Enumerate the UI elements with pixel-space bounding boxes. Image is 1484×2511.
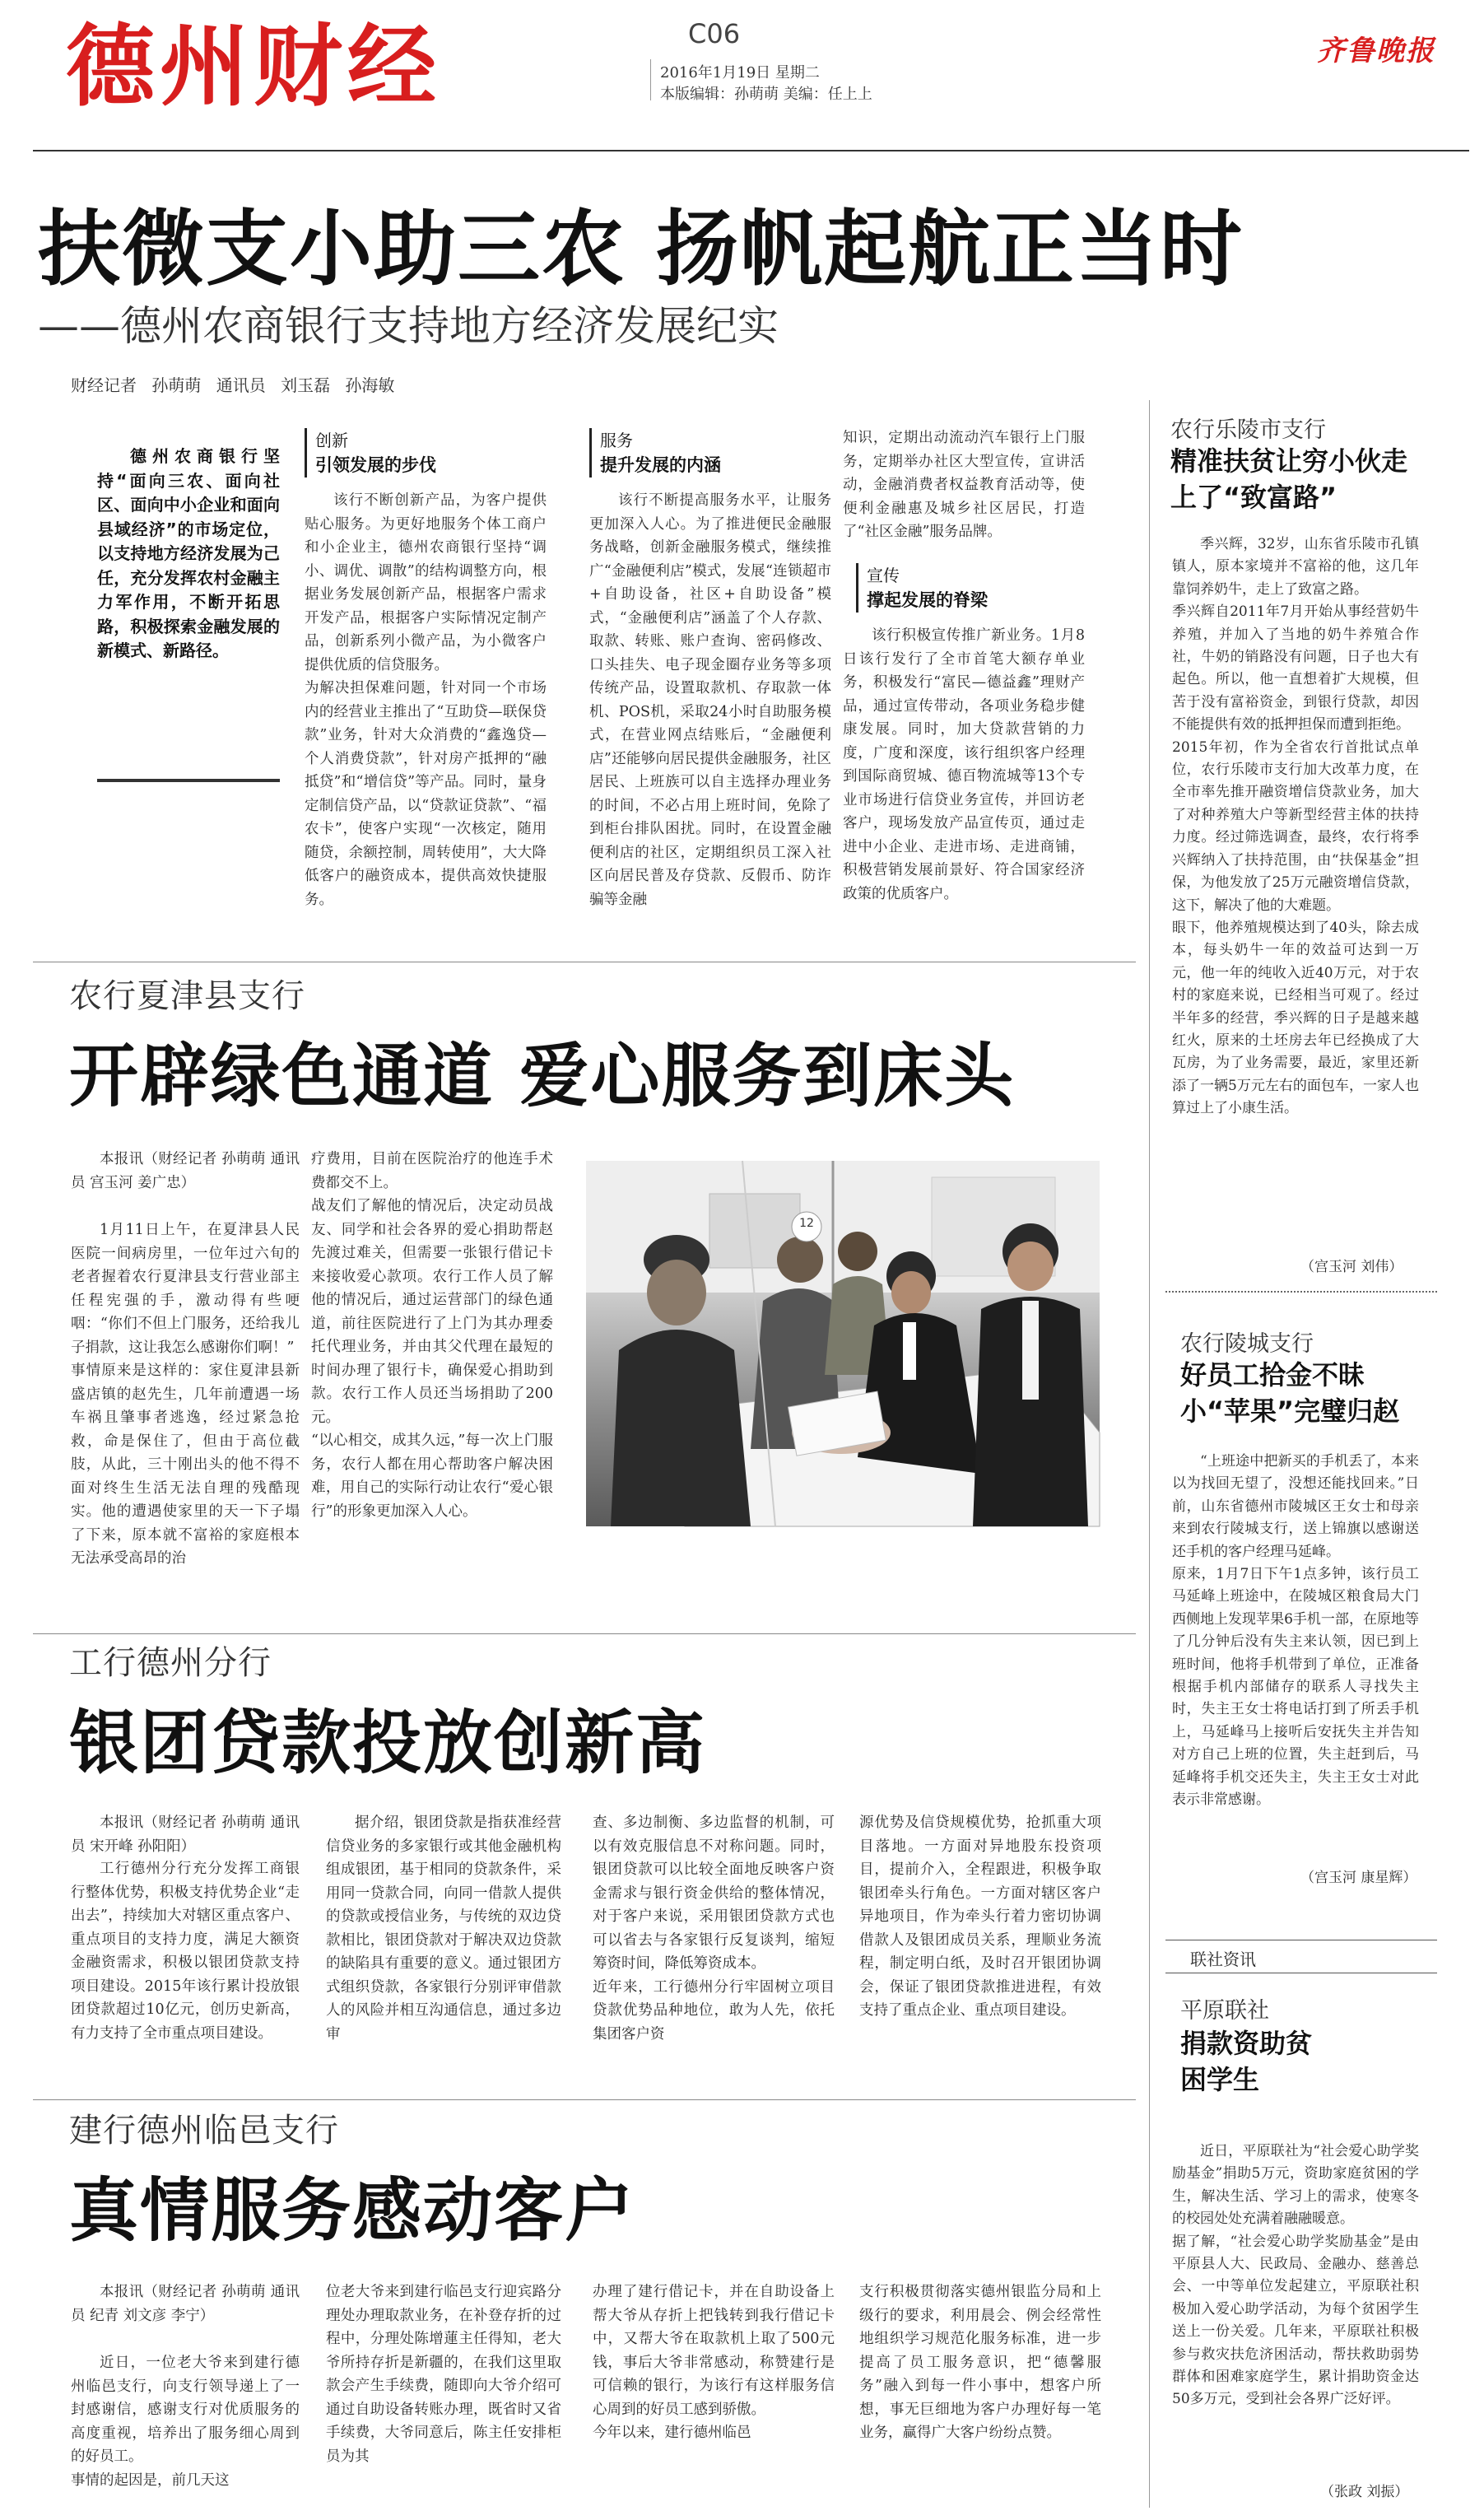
lead-headline: 扶微支小助三农 扬帆起航正当时 bbox=[38, 201, 1244, 297]
ccb-col-1: 近日，一位老大爷来到建行德州临邑支行，向支行领导递上了一封感谢信，感谢支行对优质服务的高度重视，培养出了服务细心周到的好员工。 事情的起因是，前几天这 bbox=[71, 2355, 300, 2489]
icbc-byline: 本报讯（财经记者 孙萌萌 通讯员 宋开峰 孙阳阳） bbox=[71, 1815, 300, 1855]
lead-col-3b: 该行积极宣传推广新业务。1月8日该行发行了全市首笔大额存单业务，积极发行“富民—德益鑫”理财产品，通过宣传带动，各项业务稳步健康发展。同时，加大贷款营销的力度，广度和深度，该行组织客户经理到国际商贸城、德百物流城等13个专业市场进行信贷业务宣传，并回访老客户，现场发放产品宣传页，通过走进中小企业、走进市场、走进商铺，积极营销发展前景好、符合国家经济政策的优质客户。 bbox=[843, 627, 1085, 902]
lead-intro-box bbox=[97, 445, 280, 782]
masthead-date: 2016年1月19日 星期二 bbox=[660, 64, 820, 82]
icbc-col-2: 据介绍，银团贷款是指获准经营信贷业务的多家银行或其他金融机构组成银团，基于相同的贷款条件，采用同一贷款合同，向同一借款人提供的贷款或授信业务，与传统的双边贷款相比，银团贷款对于解决双边贷款的缺陷具有重要的意义。通过银团方式组织贷款，各家银行分别评审借款人的风险并相互沟通信息，通过多边审 bbox=[326, 1815, 561, 2043]
section-publicity-title: 撑起发展的脊梁 bbox=[867, 590, 988, 610]
section-publicity bbox=[856, 563, 1056, 613]
section-service-title: 提升发展的内涵 bbox=[600, 455, 721, 475]
left-block-rule-2 bbox=[33, 1633, 1136, 1634]
ccb-col-2: 位老大爷来到建行临邑支行迎宾路分理处办理取款业务，在补登存折的过程中，分理处陈增蓮主任得知，老大爷所持存折是新疆的，在我们这里取款会产生手续费，随即向大爷介绍可通过自助设备转账办理，既省时又省手续费，大爷同意后，陈主任安排柜员为其 bbox=[326, 2284, 561, 2465]
photo-scene bbox=[586, 1161, 1100, 1526]
ccb-headline: 真情服务感动客户 bbox=[69, 2170, 636, 2251]
ccb-kicker: 建行德州临邑支行 bbox=[69, 2112, 339, 2150]
lingcheng-headline: 好员工拾金不昧小“苹果”完璧归赵 bbox=[1180, 1359, 1400, 1427]
leling-body: 季兴辉，32岁，山东省乐陵市孔镇镇人，原本家境并不富裕的他，这几年靠饲养奶牛，走上了致富之路。 季兴辉自2011年7月开始从事经营奶牛养殖，并加入了当地的奶牛养殖合作社，牛奶的销路没有问题，日子也大有起色。所以，他一直想着扩大规模，但苦于没有富裕资金，到银行贷款，却因不能提供有效的抵押担保而遭到拒绝。 2015年初，作为全省农行首批试点单位，农行乐陵市支行加大改革力度，在全市率先推开融资增信贷款业务，加大了对种养殖大户等新型经营主体的扶持力度。经过筛选调查，最终，农行将季兴辉纳入了扶持范围，由“扶保基金”担保，为他发放了25万元融资增信贷款，这下，解决了他的大难题。 眼下，他养殖规模达到了40头，除去成本，每头奶牛一年的效益可达到一万元，他一年的纯收入近40万元，对于农村的家庭来说，已经相当可观了。经过半年多的经营，季兴辉的日子是越来越红火，原来的土坯房去年已经换成了大瓦房，为了业务需要，最近，家里还新添了一辆5万元左右的面包车，一家人也算过上了小康生活。 bbox=[1172, 536, 1419, 1117]
xiajin-headline: 开辟绿色通道 爱心服务到床头 bbox=[69, 1036, 1016, 1116]
leling-headline: 精准扶贫让穷小伙走上了“致富路” bbox=[1170, 445, 1408, 513]
section-service bbox=[589, 428, 789, 478]
lingcheng-kicker: 农行陵城支行 bbox=[1180, 1331, 1314, 1357]
pingyuan-sign: （张政 刘振） bbox=[1320, 2484, 1409, 2500]
section-innovation-tag: 创新 bbox=[315, 431, 348, 450]
masthead-editors: 本版编辑：孙萌萌 美编：任上上 bbox=[660, 86, 872, 103]
pingyuan-kicker: 平原联社 bbox=[1180, 1998, 1269, 2024]
section-service-tag: 服务 bbox=[600, 431, 633, 450]
left-block-rule-3 bbox=[33, 2099, 1136, 2100]
right-column-divider bbox=[1149, 400, 1150, 2508]
section-innovation bbox=[305, 428, 505, 478]
masthead-title: 德州财经 bbox=[66, 16, 442, 119]
xiajin-col-2: 疗费用，目前在医院治疗的他连手术费都交不上。 战友们了解他的情况后，决定动员战友、同学和社会各界的爱心捐助帮赵先渡过难关，但需要一张银行借记卡来接收爱心款项。农行工作人员了解他的情况后，通过运营部门的绿色通道，前往医院进行了上门为其办理委托代理业务，并由其父代理在最短的时间办理了银行卡，确保爱心捐助到款。农行工作人员还当场捐助了200元。 “以心相交，成其久远，”每一次上门服务，农行人都在用心帮助客户解决困难，用自己的实际行动让农行“爱心银行”的形象更加深入人心。 bbox=[311, 1151, 553, 1520]
photo-label: 12 bbox=[799, 1217, 814, 1230]
column-tag: 联社资讯 bbox=[1190, 1950, 1256, 1969]
pingyuan-headline: 捐款资助贫困学生 bbox=[1180, 2028, 1313, 2095]
xiajin-byline: 本报讯（财经记者 孙萌萌 通讯员 宫玉河 姜广忠） bbox=[71, 1151, 300, 1191]
lingcheng-body: “上班途中把新买的手机丢了，本来以为找回无望了，没想还能找回来。”日前，山东省德州市陵城区王女士和母亲来到农行陵城支行，送上锦旗以感谢送还手机的客户经理马延峰。 原来，1月7日下午1点多钟，该行员工马延峰上班途中，在陵城区粮食局大门西侧地上发现苹果6手机一部，在原地等了几分钟后没有失主来认领，因已到上班时间，他将手机带到了单位，正准备根据手机内部储存的联系人寻找失主时，失主王女士将电话打到了所丢手机上，马延峰马上接听后安抚失主并告知对方自己上班的位置，失主赶到后，马延峰将手机交还失主，失主王女士对此表示非常感谢。 bbox=[1172, 1453, 1419, 1809]
section-publicity-tag: 宣传 bbox=[867, 566, 900, 585]
lingcheng-sign: （宫玉河 康星辉） bbox=[1300, 1870, 1417, 1886]
pingyuan-body: 近日，平原联社为“社会爱心助学奖励基金”捐助5万元，资助家庭贫困的学生，解决生活、学习上的需求，使寒冬的校园处处充满着融融暖意。 据了解，“社会爱心助学奖励基金”是由平原县人大、民政局、金融办、慈善总会、一中等单位发起建立，平原联社积极加入爱心助学活动，为每个贫困学生送上一份关爱。几年来，平原联社积极参与救灾扶危济困活动，帮扶救助弱势群体和困难家庭学生，累计捐助资金达50多万元，受到社会各界广泛好评。 bbox=[1172, 2143, 1419, 2408]
xiajin-kicker: 农行夏津县支行 bbox=[69, 977, 305, 1015]
leling-kicker: 农行乐陵市支行 bbox=[1170, 417, 1326, 443]
right-dotrule-1 bbox=[1165, 1291, 1437, 1293]
xiajin-col-1: 1月11日上午，在夏津县人民医院一间病房里，一位年过六旬的老者握着农行夏津县支行营业部主任程宪强的手，激动得有些哽咽：“你们不但上门服务，还给我儿子捐款，这让我怎么感谢你们啊！” 事情原来是这样的：家住夏津县新盛店镇的赵先生，几年前遭遇一场车祸且肇事者逃逸，经过紧急抢救，命是保住了，但由于高位截肢，从此，三十刚出头的他不得不面对终生生活无法自理的残酷现实。他的遭遇使家里的天一下子塌了下来，原本就不富裕的家庭根本无法承受高昂的治 bbox=[71, 1222, 300, 1567]
icbc-col-1: 工行德州分行充分发挥工商银行整体优势，积极支持优势企业“走出去”，持续加大对辖区重点客户、重点项目的支持力度，满足大额资金融资需求，积极以银团贷款支持项目建设。2015年该行累计投放银团贷款超过10亿元，创历史新高，有力支持了全市重点项目建设。 bbox=[71, 1861, 300, 2042]
xiajin-photo bbox=[586, 1161, 1100, 1526]
icbc-kicker: 工行德州分行 bbox=[69, 1644, 272, 1682]
masthead-divider bbox=[650, 59, 651, 100]
paper-logo: 齐鲁晚报 bbox=[1317, 35, 1435, 68]
lead-subtitle: ——德州农商银行支持地方经济发展纪实 bbox=[38, 302, 779, 350]
page-number: C06 bbox=[688, 18, 741, 49]
ccb-col-4: 支行积极贯彻落实德州银监分局和上级行的要求，利用晨会、例会经常性地组织学习规范化服务标准，进一步提高了员工服务意识，把“德馨服务”融入到每一件小事中，想客户所想，事无巨细地为客户办理好每一笔业务，赢得广大客户纷纷点赞。 bbox=[859, 2284, 1101, 2441]
ccb-col-3: 办理了建行借记卡，并在自助设备上帮大爷从存折上把钱转到我行借记卡中，又帮大爷在取款机上取了500元钱，事后大爷非常感动，称赞建行是可信赖的银行，为该行有这样服务信心周到的好员工感到骄傲。 今年以来，建行德州临邑 bbox=[593, 2284, 835, 2441]
icbc-col-3: 查、多边制衡、多边监督的机制，可以有效克服信息不对称问题。同时，银团贷款可以比较全面地反映客户资金需求与银行资金供给的整体情况，对于客户来说，采用银团贷款方式也可以省去与各家银行反复谈判，缩短筹资时间，降低筹资成本。 近年来，工行德州分行牢固树立项目贷款优势品种地位，敢为人先，依托集团客户资 bbox=[593, 1815, 835, 2043]
icbc-col-4: 源优势及信贷规模优势，抢抓重大项目落地。一方面对异地股东投资项目，提前介入，全程跟进，积极争取银团牵头行角色。一方面对辖区客户异地项目，作为牵头行着力密切协调借款人及银团成员关系，理顺业务流程，制定明白纸，及时召开银团协调会，保证了银团贷款推进进程，有效支持了重点企业、重点项目建设。 bbox=[859, 1815, 1101, 2019]
lead-byline: 财经记者 孙萌萌 通讯员 刘玉磊 孙海敏 bbox=[71, 375, 395, 395]
lead-col-1: 该行不断创新产品，为客户提供贴心服务。为更好地服务个体工商户和小企业主，德州农商银行坚持“调小、调优、调散”的结构调整方向，根据业务发展创新产品，根据客户需求开发产品，根据客户实际情况定制产品，创新系列小微产品，为小微客户提供优质的信贷服务。 为解决担保难问题，针对同一个市场内的经营业主推出了“互助贷—联保贷款”业务，针对大众消费的“鑫逸贷—个人消费贷款”，针对房产抵押的“融抵贷”和“增信贷”等产品。同时，量身定制信贷产品，以“贷款证贷款”、“福农卡”，使客户实现“一次核定，随用随贷，余额控制，周转使用”，大大降低客户的融资成本，提供高效快捷服务。 bbox=[305, 492, 547, 908]
lead-col-3a: 知识，定期出动流动汽车银行上门服务，定期举办社区大型宣传，宣讲活动，金融消费者权益教育活动等，使便利金融惠及城乡社区居民，打造了“社区金融”服务品牌。 bbox=[843, 430, 1085, 540]
leling-sign: （宫玉河 刘伟） bbox=[1300, 1259, 1403, 1275]
ccb-byline: 本报讯（财经记者 孙萌萌 通讯员 纪青 刘文彦 李宁） bbox=[71, 2284, 300, 2324]
icbc-headline: 银团贷款投放创新高 bbox=[69, 1703, 707, 1783]
lead-col-2: 该行不断提高服务水平，让服务更加深入人心。为了推进便民金融服务战略，创新金融服务模式，继续推广“金融便利店”模式，发展“连锁超市+自助设备，社区+自助设备”模式，“金融便利店”涵盖了个人存款、取款、转账、账户查询、密码修改、口头挂失、电子现金圈存业务等多项传统产品，设置取款机、存取款一体机、POS机，采取24小时自助服务模式，在营业网点结账后，“金融便利店”还能够向居民提供金融服务，社区居民、上班族可以自主选择办理业务的时间，不必占用上班时间，免除了到柜台排队困扰。同时，在设置金融便利店的社区，定期组织员工深入社区向居民普及存贷款、反假币、防诈骗等金融 bbox=[589, 492, 831, 908]
lead-intro: 德州农商银行坚持“面向三农、面向社区、面向中小企业和面向县域经济”的市场定位，以支持地方经济发展为己任，充分发挥农村金融主力军作用，不断开拓思路，积极探索金融发展的新模式、新路径。 bbox=[97, 446, 280, 660]
section-innovation-title: 引领发展的步伐 bbox=[315, 455, 436, 475]
masthead-rule bbox=[33, 150, 1469, 151]
